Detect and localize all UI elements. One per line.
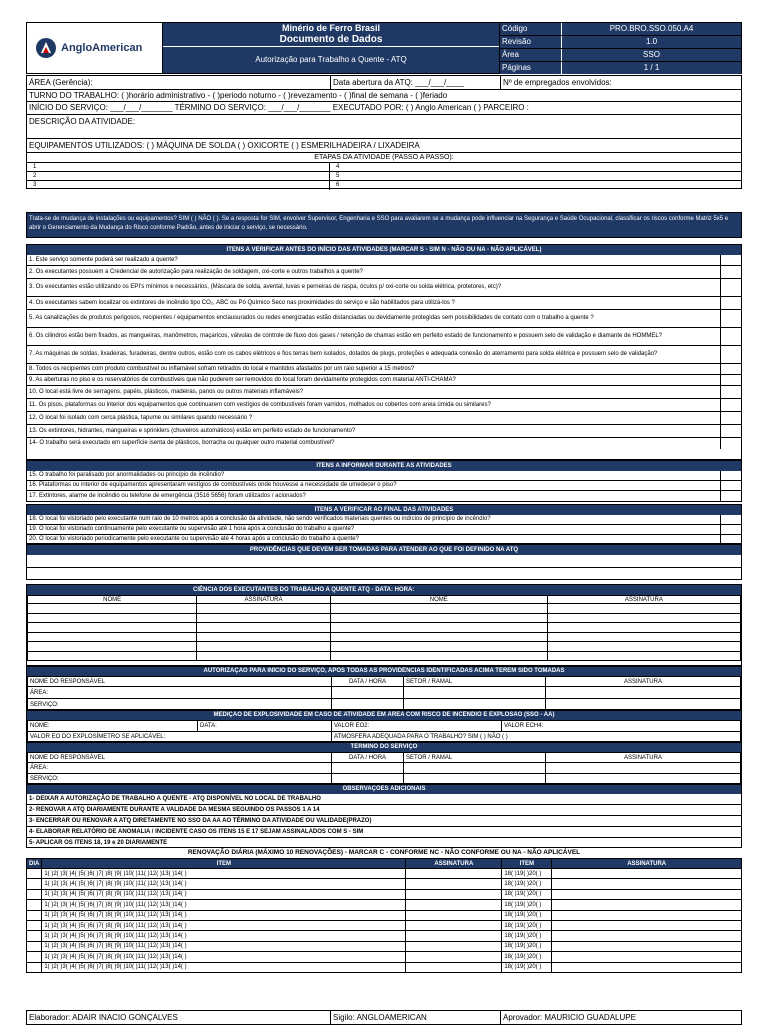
day-cell — [27, 879, 42, 889]
name-cell[interactable] — [330, 604, 547, 614]
meas-date-field[interactable]: DATA: — [198, 721, 332, 732]
area-field[interactable]: ÁREA (Gerência): — [27, 76, 331, 89]
checklist-question: 20. O local foi vistoriado periodicamente pelo executante ou supervisão até 4 horas após a conclusão do trabalho a quente? — [27, 535, 721, 544]
meas-o2-field[interactable]: VALOR EO2: — [332, 721, 502, 732]
checklist-question: 3. Os executantes estão utilizando os EPI's mínimos e necessários, (Máscara de solda, avental, luvas e perneiras de raspa, óculos p/ oxi-corte ou solda elétrica, protetores, etc)? — [27, 279, 721, 296]
checklist-answer[interactable] — [721, 279, 741, 296]
checklist-question: 18. O local foi vistoriado pelo executante num raio de 10 metros após a conclusão da atividade, não sendo verificados materiais quentes ou indícios de princípio de incêndio? — [27, 515, 721, 524]
step-line[interactable]: 1 — [27, 163, 329, 172]
meta-key: Código — [500, 23, 562, 35]
auth-signature-cell-2[interactable] — [546, 699, 741, 711]
checklist-question: 10. O local está livre de serragens, papéis, plásticos, madeiras, panos ou outros materiais inflamáveis? — [27, 386, 721, 398]
opening-date-field[interactable]: Data abertura da ATQ: ___/___/____ — [331, 76, 501, 89]
completion-title: TÉRMINO DO SERVIÇO — [27, 743, 741, 752]
authorization-section — [26, 666, 742, 710]
step-line[interactable]: 6 — [336, 182, 340, 188]
renewal-title: RENOVAÇÃO DIÁRIA (MÁXIMO 10 RENOVAÇÕES) - MARCAR C - CONFORME NC - NÃO CONFORME OU NA - NÃO APLICÁVEL — [187, 849, 581, 856]
end-sector-cell-2[interactable] — [404, 774, 546, 785]
step-line[interactable]: 5 — [330, 172, 741, 181]
name-cell[interactable] — [330, 613, 547, 623]
meas-ch4-field[interactable]: VALOR ECH4: — [502, 721, 741, 732]
step-line[interactable]: 3 — [33, 182, 37, 188]
signature-cell[interactable] — [406, 941, 502, 951]
end-signature-label: ASSINATURA — [546, 753, 741, 763]
day-cell — [27, 931, 42, 941]
checklist-answer[interactable] — [721, 346, 741, 363]
end-sector-cell[interactable] — [404, 763, 546, 774]
item-checks-2[interactable]: 18( )19( )20( ) — [502, 879, 552, 889]
before-checklist — [26, 244, 742, 460]
signature-cell[interactable] — [547, 604, 740, 614]
checklist-question: 1. Este serviço somente poderá ser realizado a quente? — [27, 255, 721, 265]
name-cell[interactable] — [28, 604, 197, 614]
checklist-item — [27, 386, 741, 399]
name-header: NOME — [28, 596, 197, 604]
checklist-item — [27, 310, 741, 328]
day-cell — [27, 920, 42, 930]
steps-grid — [27, 163, 741, 190]
employee-count-field[interactable]: Nº de empregados envolvidos: — [503, 78, 612, 87]
auth-area-field[interactable]: ÁREA: — [28, 687, 332, 699]
form-fields — [26, 75, 742, 189]
day-cell — [27, 910, 42, 920]
name-cell[interactable] — [330, 651, 547, 661]
service-period-field[interactable]: INÍCIO DO SERVIÇO: ___/___/_______ TÉRMINO DO SERVIÇO: ___/___/_______ EXECUTADO POR: ( ) Anglo American ( ) PARCEIRO : — [27, 102, 741, 115]
observation-item: 1- DEIXAR A AUTORIZAÇÃO DE TRABALHO A QUENTE - ATQ DISPONÍVEL NO LOCAL DE TRABALHO — [27, 794, 741, 805]
checklist-question: 5. As canalizações de produtos perigosos, recipientes / equipamentos enclausurados ou redes energizadas estão distanciadas ou devidamente protegidas sem possibilidades de contato com o trabalho a quente ? — [27, 310, 721, 327]
auth-datetime-cell[interactable] — [332, 687, 404, 699]
signature-cell-2[interactable] — [552, 931, 742, 941]
item-checks[interactable]: 1( )2( )3( )4( )5( )6( )7( )8( )9( )10( )11( )12( )13( )14( ) — [42, 931, 406, 941]
checklist-question: 11. Os pisos, plataformas ou interior dos equipamentos que continuarem com vestígios de combustíveis foram varridos, molhados ou cobertos com areia úmida ou similares? — [27, 399, 721, 411]
auth-resp-label: NOME DO RESPONSÁVEL — [28, 677, 332, 687]
end-datetime-label: DATA / HORA — [332, 753, 404, 763]
name-cell[interactable] — [28, 613, 197, 623]
auth-signature-cell[interactable] — [546, 687, 741, 699]
acknowledgement-table — [27, 595, 741, 661]
explosivity-section — [26, 710, 742, 742]
measures-line-2[interactable] — [27, 568, 741, 579]
signature-cell[interactable] — [406, 920, 502, 930]
meta-row — [500, 23, 741, 36]
meta-value: 1 / 1 — [643, 63, 660, 72]
atq-form — [26, 22, 742, 1025]
auth-service-field[interactable]: SERVIÇO: — [28, 699, 332, 711]
checklist-answer[interactable] — [721, 364, 741, 374]
checklist-answer[interactable] — [721, 425, 741, 437]
meta-value: SSO — [643, 50, 660, 59]
end-sector-label: SETOR / RAMAL — [404, 753, 546, 763]
checklist-question: 6. Os cilindros estão bem fixados, as mangueiras, manômetros, maçaricos, válvulas de controle de fluxo dos gases / retenção de chamas estão em perfeito estado de funcionamento e possuem selo de validação e diamante de HOMMEL? — [27, 328, 721, 345]
signature-cell[interactable] — [406, 900, 502, 910]
checklist-question: 12. O local foi isolado com cerca plástica, tapume ou similares quando necessário ? — [27, 412, 721, 424]
observations-section — [26, 784, 742, 848]
meas-value-field[interactable]: VALOR EO DO EXPLOSÍMETRO SE APLICÁVEL: — [28, 732, 332, 743]
checklist-item — [27, 535, 741, 544]
meta-value: PRO.BRO.SSO.050.A4 — [609, 24, 694, 33]
completion-table — [27, 752, 741, 785]
checklist-item — [27, 491, 741, 501]
title-form: Autorização para Trabalho a Quente - ATQ — [163, 47, 499, 73]
checklist-answer[interactable] — [721, 412, 741, 424]
measures-line-1[interactable] — [27, 555, 741, 568]
observation-item: 5- APLICAR OS ITENS 18, 19 e 20 DIARIAMENTE — [29, 840, 168, 846]
item-checks[interactable]: 1( )2( )3( )4( )5( )6( )7( )8( )9( )10( )11( )12( )13( )14( ) — [42, 962, 406, 972]
item-checks[interactable]: 1( )2( )3( )4( )5( )6( )7( )8( )9( )10( )11( )12( )13( )14( ) — [42, 869, 406, 879]
checklist-answer[interactable] — [721, 399, 741, 411]
checklist-item — [27, 255, 741, 266]
checklist-answer[interactable] — [721, 438, 741, 449]
signature-cell[interactable] — [547, 642, 740, 652]
end-signature-cell[interactable] — [546, 763, 741, 774]
item-checks-2[interactable]: 18( )19( )20( ) — [502, 869, 552, 879]
checklist-answer[interactable] — [721, 328, 741, 345]
item-checks-2[interactable]: 18( )19( )20( ) — [502, 900, 552, 910]
signature-header: ASSINATURA — [406, 859, 502, 869]
checklist-item — [27, 279, 741, 297]
checklist-question: 17. Extintores, alarme de incêndio ou telefone de emergência (3516 5656) foram utilizados / acionados? — [27, 491, 721, 501]
acknowledgement-title: CIÊNCIA DOS EXECUTANTES DO TRABALHO A QUENTE ATQ - DATA: HORA: — [27, 585, 741, 595]
final-title: ITENS A VERIFICAR AO FINAL DAS ATIVIDADES — [27, 505, 741, 515]
end-datetime-cell[interactable] — [332, 763, 404, 774]
signature-cell[interactable] — [197, 613, 331, 623]
meta-row — [500, 36, 741, 49]
item-checks-2[interactable]: 18( )19( )20( ) — [502, 920, 552, 930]
explosivity-title: MEDIÇÃO DE EXPLOSIVIDADE EM CASO DE ATIVIDADE EM ÁREA COM RISCO DE INCÊNDIO E EXPLOSÃO (SSO - AA) — [27, 711, 741, 720]
item-checks[interactable]: 1( )2( )3( )4( )5( )6( )7( )8( )9( )10( )11( )12( )13( )14( ) — [42, 879, 406, 889]
signature-cell[interactable] — [406, 962, 502, 972]
measures-title: PROVIDÊNCIAS QUE DEVEM SER TOMADAS PARA ATENDER AO QUE FOI DEFINIDO NA ATQ — [27, 545, 741, 555]
signature-cell[interactable] — [197, 642, 331, 652]
completion-section — [26, 742, 742, 784]
auth-datetime-label: DATA / HORA — [332, 677, 404, 687]
meta-row — [500, 49, 741, 62]
auth-sector-cell-2[interactable] — [404, 699, 546, 711]
checklist-question: 19. O local foi vistoriado continuamente pelo executante ou supervisão até 1 hora após a conclusão do trabalho a quente? — [27, 525, 721, 534]
signature-cell-2[interactable] — [552, 910, 742, 920]
checklist-answer[interactable] — [721, 481, 741, 490]
name-cell[interactable] — [28, 642, 197, 652]
end-resp-label: NOME DO RESPONSÁVEL — [28, 753, 332, 763]
during-title: ITENS A INFORMAR DURANTE AS ATIVIDADES — [27, 461, 741, 471]
during-checklist — [26, 460, 742, 502]
checklist-question: 16. Plataformas ou interior de equipamentos apresentaram vestígios de combustíveis onde houvesse a necessidade de umedecer o piso? — [27, 481, 721, 490]
item-checks[interactable]: 1( )2( )3( )4( )5( )6( )7( )8( )9( )10( )11( )12( )13( )14( ) — [42, 941, 406, 951]
authorization-title: AUTORIZAÇÃO PARA INÍCIO DO SERVIÇO, APÓS TODAS AS PROVIDÊNCIAS IDENTIFICADAS ACIMA TEREM SIDO TOMADAS — [27, 667, 741, 676]
signature-cell-2[interactable] — [552, 879, 742, 889]
name-cell[interactable] — [330, 623, 547, 633]
checklist-answer[interactable] — [721, 375, 741, 385]
header-meta — [500, 23, 741, 73]
signature-cell-2[interactable] — [552, 952, 742, 962]
name-cell[interactable] — [28, 623, 197, 633]
form-header — [26, 22, 742, 74]
end-area-field[interactable]: ÁREA: — [28, 763, 332, 774]
signature-cell[interactable] — [406, 910, 502, 920]
measures-section — [26, 544, 742, 580]
item-checks-2[interactable]: 18( )19( )20( ) — [502, 962, 552, 972]
signature-header-2: ASSINATURA — [552, 859, 742, 869]
meta-key: Área — [500, 49, 562, 61]
observations-title: OBSERVAÇÕES ADICIONAIS — [27, 785, 741, 794]
checklist-question: 14- O trabalho será executado em superfície isenta de plásticos, borracha ou qualquer outro material combustível? — [27, 438, 721, 449]
checklist-answer[interactable] — [721, 310, 741, 327]
renewal-section — [26, 848, 742, 1008]
approver: Aprovador: MAURICIO GUADALUPE — [503, 1013, 636, 1022]
checklist-item — [27, 525, 741, 535]
observation-item: 2- RENOVAR A ATQ DIARIAMENTE DURANTE A VALIDADE DA MESMA SEGUINDO OS PASSOS 1 A 14 — [27, 805, 741, 816]
day-cell — [27, 962, 42, 972]
signature-cell-2[interactable] — [552, 941, 742, 951]
item-checks[interactable]: 1( )2( )3( )4( )5( )6( )7( )8( )9( )10( )11( )12( )13( )14( ) — [42, 900, 406, 910]
observation-item: 4- ELABORAR RELATÓRIO DE ANOMALIA / INCIDENTE CASO OS ITENS 15 E 17 SEJAM ASSINALADOS COM S - SIM — [27, 827, 741, 838]
steps-title: ETAPAS DA ATIVIDADE (PASSO A PASSO): — [27, 153, 741, 163]
checklist-question: 4. Os executantes sabem localizar os extintores de incêndio tipo CO₂, ABC ou Pó Químico Seco nas proximidades do serviço e são habilitados para utilizá-los ? — [27, 297, 721, 309]
auth-sector-cell[interactable] — [404, 687, 546, 699]
signature-cell[interactable] — [197, 651, 331, 661]
auth-sector-label: SETOR / RAMAL — [404, 677, 546, 687]
step-line[interactable]: 4 — [330, 163, 741, 172]
checklist-item — [27, 471, 741, 481]
signature-cell-2[interactable] — [552, 900, 742, 910]
checklist-item — [27, 481, 741, 491]
checklist-item — [27, 266, 741, 279]
meta-key: Revisão — [500, 36, 562, 48]
form-footer — [26, 1010, 742, 1025]
meta-row — [500, 62, 741, 74]
checklist-item — [27, 364, 741, 375]
end-service-field[interactable]: SERVIÇO: — [28, 774, 332, 785]
item-checks-2[interactable]: 18( )19( )20( ) — [502, 941, 552, 951]
day-cell — [27, 900, 42, 910]
item-checks-2[interactable]: 18( )19( )20( ) — [502, 889, 552, 899]
signature-cell-2[interactable] — [552, 920, 742, 930]
meas-atmosphere-field[interactable]: ATMOSFERA ADEQUADA PARA O TRABALHO? SIM ( ) NÃO ( ) — [332, 732, 741, 743]
checklist-item — [27, 515, 741, 525]
item-checks[interactable]: 1( )2( )3( )4( )5( )6( )7( )8( )9( )10( )11( )12( )13( )14( ) — [42, 910, 406, 920]
final-checklist — [26, 504, 742, 544]
acknowledgement-section — [26, 584, 742, 666]
signature-cell[interactable] — [406, 879, 502, 889]
signature-cell[interactable] — [406, 869, 502, 879]
checklist-answer[interactable] — [721, 255, 741, 265]
name-cell[interactable] — [28, 632, 197, 642]
item-header: ITEM — [42, 859, 406, 869]
checklist-question: 9. As aberturas no piso e os reservatórios de combustíveis que não puderem ser removidos do local foram devidamente protegidos com material ANTI-CHAMA? — [27, 375, 721, 385]
item-checks-2[interactable]: 18( )19( )20( ) — [502, 952, 552, 962]
checklist-answer[interactable] — [721, 525, 741, 534]
author: Elaborador: ADAIR INACIO GONÇALVES — [27, 1011, 331, 1024]
checklist-answer[interactable] — [721, 491, 741, 501]
observation-item: 3- ENCERRAR OU RENOVAR A ATQ DIRETAMENTE NO SSO DA AA AO TÉRMINO DA ATIVIDADE OU VALIDADE(PRAZO) — [27, 816, 741, 827]
logo-text: AngloAmerican — [61, 42, 143, 54]
signature-cell-2[interactable] — [552, 869, 742, 879]
signature-cell[interactable] — [406, 889, 502, 899]
signature-header: ASSINATURA — [197, 596, 331, 604]
activity-description-field[interactable]: DESCRIÇÃO DA ATIVIDADE: — [27, 115, 741, 139]
title-company: Minério de Ferro Brasil — [163, 23, 499, 33]
checklist-answer[interactable] — [721, 386, 741, 398]
day-cell — [27, 952, 42, 962]
checklist-item — [27, 375, 741, 386]
checklist-answer[interactable] — [721, 515, 741, 524]
logo — [27, 23, 163, 73]
auth-signature-label: ASSINATURA — [546, 677, 741, 687]
day-cell — [27, 869, 42, 879]
signature-cell[interactable] — [547, 651, 740, 661]
checklist-answer[interactable] — [721, 297, 741, 309]
item-checks[interactable]: 1( )2( )3( )4( )5( )6( )7( )8( )9( )10( )11( )12( )13( )14( ) — [42, 889, 406, 899]
checklist-item — [27, 328, 741, 346]
signature-header: ASSINATURA — [547, 596, 740, 604]
anglo-american-logo-icon — [35, 37, 57, 59]
checklist-question: 8. Todos os recipientes com produto combustível ou inflamável sofram retirados do local e mantidos afastados por um raio superior a 15 metros? — [27, 364, 721, 374]
step-line[interactable]: 2 — [27, 172, 329, 181]
meta-key: Páginas — [500, 62, 562, 74]
checklist-question: 7. As máquinas de soldas, lixadeiras, furadeiras, dentre outros, estão com os cabos elétricos e fios terras bem isolados, dotados de plugs, proteções e adequada conexão do aterramento para solda elétrica e possuem selo de validação? — [27, 346, 721, 363]
header-titles — [163, 23, 500, 73]
equipment-field[interactable]: EQUIPAMENTOS UTILIZADOS: ( ) MÁQUINA DE SOLDA ( ) OXICORTE ( ) ESMERILHADEIRA / LIXADEIRA — [27, 139, 741, 153]
signature-cell[interactable] — [406, 931, 502, 941]
end-datetime-cell-2[interactable] — [332, 774, 404, 785]
name-header: NOME — [330, 596, 547, 604]
signature-cell[interactable] — [406, 952, 502, 962]
work-shift-field[interactable]: TURNO DO TRABALHO: ( )horário administrativo - ( )periodo noturno - ( )revezamento - ( )final de semana - ( )feriado — [27, 90, 741, 102]
checklist-answer[interactable] — [721, 535, 741, 544]
item-checks[interactable]: 1( )2( )3( )4( )5( )6( )7( )8( )9( )10( )11( )12( )13( )14( ) — [42, 952, 406, 962]
checklist-answer[interactable] — [721, 266, 741, 278]
signature-cell[interactable] — [547, 623, 740, 633]
signature-cell[interactable] — [197, 632, 331, 642]
day-header: DIA — [27, 859, 42, 869]
checklist-question: 13. Os extintores, hidrantes, mangueiras e sprinklers (chuveiros automáticos) estão em perfeito estado de funcionamento? — [27, 425, 721, 437]
checklist-item — [27, 425, 741, 438]
checklist-item — [27, 297, 741, 310]
item-checks[interactable]: 1( )2( )3( )4( )5( )6( )7( )8( )9( )10( )11( )12( )13( )14( ) — [42, 920, 406, 930]
item-checks-2[interactable]: 18( )19( )20( ) — [502, 931, 552, 941]
checklist-item — [27, 346, 741, 364]
item-header-2: ITEM — [502, 859, 552, 869]
checklist-answer[interactable] — [721, 471, 741, 480]
end-signature-cell-2[interactable] — [546, 774, 741, 785]
name-cell[interactable] — [330, 642, 547, 652]
change-note: Trata-se de mudança de instalações ou equipamentos? SIM ( ) NÃO ( ). Se a resposta for SIM, envolver Supervisor, Engenharia e SSO para avaliarem se a mudança pode influenciar na Segurança e Saúde Ocupacional, classificar os riscos conforme Matriz 5x5 e abrir o Gerenciamento da Mudança do Risco conforme Padrão, antes de iniciar o serviço, se necessário. — [26, 212, 742, 238]
title-document: Documento de Dados — [163, 33, 499, 47]
signature-cell[interactable] — [547, 613, 740, 623]
name-cell[interactable] — [330, 632, 547, 642]
renewal-table — [26, 858, 742, 973]
checklist-item — [27, 438, 741, 449]
auth-datetime-cell-2[interactable] — [332, 699, 404, 711]
checklist-question: 2. Os executantes possuem a Credencial de autorização para realização de soldagem, oxi-corte e outros trabalhos a quente? — [27, 266, 721, 278]
explosivity-table — [27, 720, 741, 743]
signature-cell[interactable] — [197, 604, 331, 614]
signature-cell-2[interactable] — [552, 962, 742, 972]
day-cell — [27, 889, 42, 899]
meta-value: 1.0 — [645, 37, 658, 46]
signature-cell-2[interactable] — [552, 889, 742, 899]
checklist-question: 15. O trabalho foi paralisado por anormalidades ou princípio de incêndio? — [27, 471, 721, 480]
confidentiality: Sigilo: ANGLOAMERICAN — [331, 1011, 501, 1024]
authorization-table — [27, 676, 741, 711]
meas-name-field[interactable]: NOME: — [28, 721, 198, 732]
checklist-item — [27, 412, 741, 425]
item-checks-2[interactable]: 18( )19( )20( ) — [502, 910, 552, 920]
day-cell — [27, 941, 42, 951]
signature-cell[interactable] — [197, 623, 331, 633]
checklist-item — [27, 399, 741, 412]
signature-cell[interactable] — [547, 632, 740, 642]
name-cell[interactable] — [28, 651, 197, 661]
before-title: ITENS A VERIFICAR ANTES DO INÍCIO DAS ATIVIDADES (MARCAR S - SIM N - NÃO OU NA - NÃO APLICÁVEL) — [27, 245, 741, 255]
